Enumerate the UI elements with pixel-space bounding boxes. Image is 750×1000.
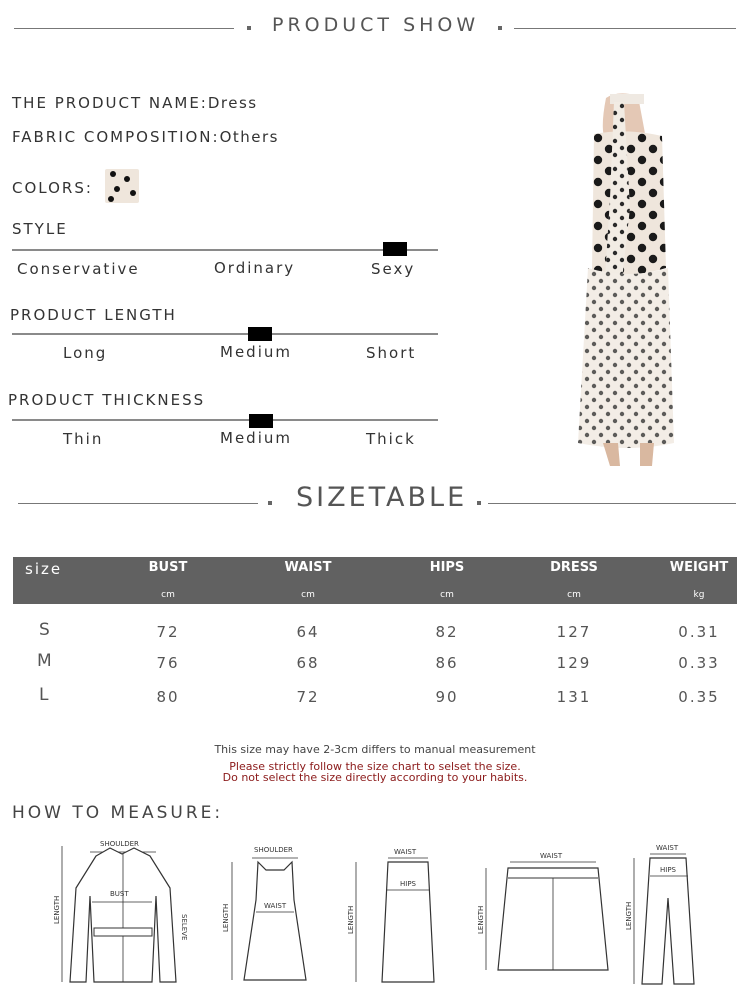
waist-cell: 68 bbox=[296, 654, 320, 672]
waist-unit: cm bbox=[301, 590, 315, 600]
weight-cell: 0.33 bbox=[678, 654, 720, 672]
waist-label: WAIST bbox=[394, 848, 417, 856]
style-scale-line bbox=[12, 249, 438, 251]
sizetable-dot-left bbox=[268, 501, 272, 505]
header-rule-right bbox=[514, 28, 736, 29]
hips-column-header: HIPS bbox=[429, 560, 465, 575]
fabric-row bbox=[12, 128, 279, 146]
product-name-row bbox=[12, 94, 258, 112]
measurement-note: This size may have 2-3cm differs to manual measurement bbox=[214, 743, 536, 756]
style-option-ordinary: Ordinary bbox=[214, 259, 296, 277]
table-row bbox=[0, 620, 750, 644]
sleeve-label: SELEVE bbox=[180, 914, 188, 941]
product-name-label: THE PRODUCT NAME: bbox=[12, 94, 208, 112]
bust-column-header: BUST bbox=[148, 560, 188, 575]
style-option-conservative: Conservative bbox=[17, 260, 140, 278]
length-marker[interactable] bbox=[248, 327, 272, 341]
style-option-sexy: Sexy bbox=[371, 260, 416, 278]
dress-cell: 131 bbox=[556, 688, 592, 706]
jacket-measure-diagram bbox=[48, 832, 198, 990]
size-column-header: size bbox=[25, 560, 63, 578]
header-dot-left bbox=[247, 26, 251, 30]
hips-label: HIPS bbox=[400, 880, 416, 888]
size-cell: S bbox=[39, 620, 50, 640]
shoulder-label: SHOULDER bbox=[100, 840, 139, 848]
size-warning-1: Please strictly follow the size chart to selset the size. bbox=[229, 760, 521, 773]
header-dot-right bbox=[498, 26, 502, 30]
dress-cell: 127 bbox=[556, 623, 592, 641]
length-scale-line bbox=[12, 333, 438, 335]
size-cell: L bbox=[39, 685, 49, 705]
bust-label: BUST bbox=[110, 890, 129, 898]
polka-dot-pattern bbox=[105, 169, 139, 203]
length-option-long: Long bbox=[63, 344, 108, 362]
thickness-scale-line bbox=[12, 419, 438, 421]
pants-measure-diagram bbox=[624, 838, 716, 988]
hips-unit: cm bbox=[440, 590, 454, 600]
weight-column-header: WEIGHT bbox=[669, 560, 729, 575]
fabric-value: Others bbox=[219, 128, 279, 146]
length-label: LENGTH bbox=[222, 903, 230, 932]
sizetable-dot-right bbox=[477, 501, 481, 505]
length-label: LENGTH bbox=[347, 905, 355, 934]
waist-cell: 64 bbox=[296, 623, 320, 641]
length-option-short: Short bbox=[366, 344, 417, 362]
table-row bbox=[0, 685, 750, 709]
weight-cell: 0.35 bbox=[678, 688, 720, 706]
waist-column-header: WAIST bbox=[284, 560, 332, 575]
dress-measure-diagram bbox=[214, 840, 314, 990]
waist-label: WAIST bbox=[656, 844, 679, 852]
product-name-value: Dress bbox=[207, 94, 258, 112]
bust-cell: 72 bbox=[156, 623, 180, 641]
hips-cell: 82 bbox=[435, 623, 459, 641]
dress-column-header: DRESS bbox=[550, 560, 598, 575]
length-label: LENGTH bbox=[53, 895, 61, 924]
thickness-option-thick: Thick bbox=[366, 430, 416, 448]
denim-skirt-measure-diagram bbox=[474, 846, 624, 976]
size-cell: M bbox=[37, 651, 52, 671]
product-show-title: PRODUCT SHOW bbox=[272, 14, 480, 36]
sizetable-rule-left bbox=[18, 503, 258, 504]
weight-unit: kg bbox=[693, 590, 705, 600]
style-label: STYLE bbox=[12, 220, 68, 238]
weight-cell: 0.31 bbox=[678, 623, 720, 641]
dress-cell: 129 bbox=[556, 654, 592, 672]
thickness-option-medium: Medium bbox=[220, 429, 292, 447]
table-row bbox=[0, 651, 750, 675]
product-photo bbox=[548, 88, 708, 468]
style-marker[interactable] bbox=[383, 242, 407, 256]
waist-label: WAIST bbox=[540, 852, 563, 860]
hips-label: HIPS bbox=[660, 866, 676, 874]
colors-label: COLORS: bbox=[12, 179, 93, 197]
thickness-marker[interactable] bbox=[249, 414, 273, 428]
waist-cell: 72 bbox=[296, 688, 320, 706]
length-label: LENGTH bbox=[625, 901, 633, 930]
length-label: LENGTH bbox=[477, 905, 485, 934]
size-warning-2: Do not select the size directly according to your habits. bbox=[222, 771, 528, 784]
waist-label: WAIST bbox=[264, 902, 287, 910]
sizetable-rule-right bbox=[488, 503, 736, 504]
bust-cell: 80 bbox=[156, 688, 180, 706]
bust-unit: cm bbox=[161, 590, 175, 600]
hips-cell: 86 bbox=[435, 654, 459, 672]
skirt-measure-diagram bbox=[344, 842, 444, 990]
how-to-measure-title: HOW TO MEASURE: bbox=[12, 803, 224, 823]
length-label: PRODUCT LENGTH bbox=[10, 306, 177, 324]
fabric-label: FABRIC COMPOSITION: bbox=[12, 128, 220, 146]
color-swatch-polka-dot[interactable] bbox=[105, 169, 139, 203]
dress-unit: cm bbox=[567, 590, 581, 600]
bust-cell: 76 bbox=[156, 654, 180, 672]
length-option-medium: Medium bbox=[220, 343, 292, 361]
thickness-label: PRODUCT THICKNESS bbox=[8, 391, 206, 409]
hips-cell: 90 bbox=[435, 688, 459, 706]
thickness-option-thin: Thin bbox=[63, 430, 104, 448]
shoulder-label: SHOULDER bbox=[254, 846, 293, 854]
header-rule-left bbox=[14, 28, 234, 29]
sizetable-title: SIZETABLE bbox=[296, 482, 468, 513]
size-table-header bbox=[13, 557, 737, 604]
